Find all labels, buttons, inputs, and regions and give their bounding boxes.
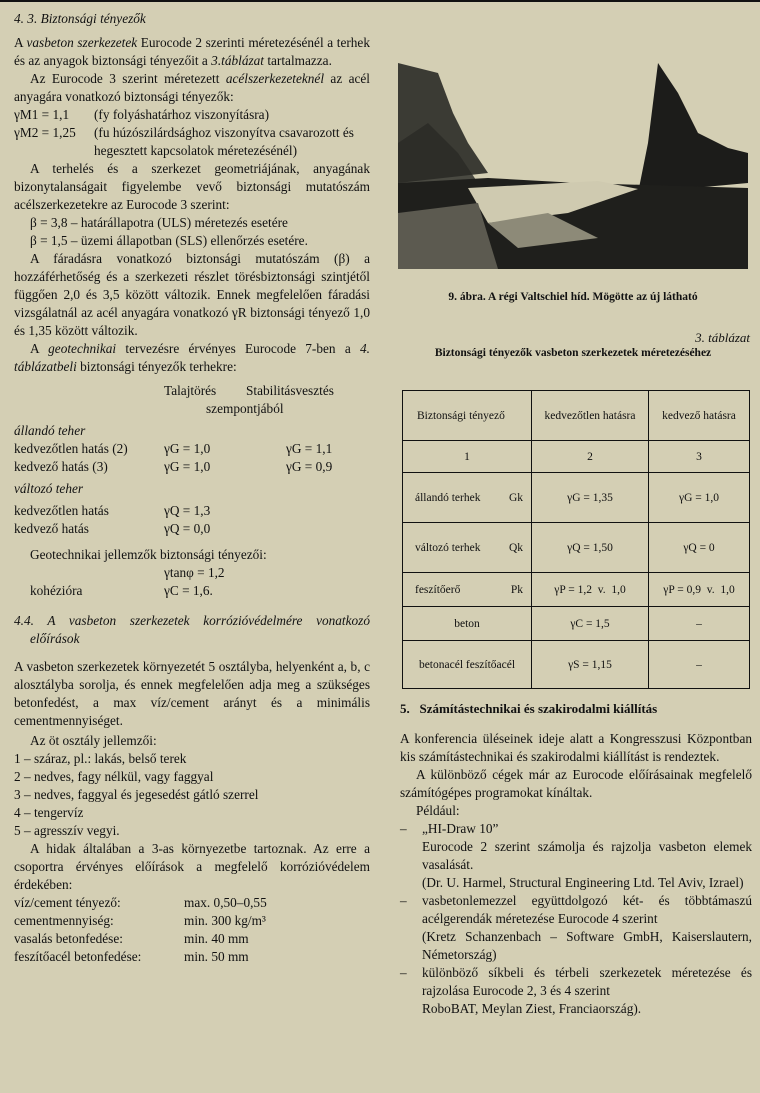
table-row [403,607,750,641]
table-cell: betonacél feszítőacél [403,641,532,689]
list-line: Eurocode 2 szerint számolja és rajzolja vasbeton elemek vasalását. [422,839,752,872]
geo-value: γQ = 1,3 [164,503,211,518]
geo-group-label: állandó teher [14,423,86,438]
text: biztonsági tényezők terhekre: [76,359,237,374]
beta-line: β = 3,8 – határállapotra (ULS) méretezés esetére [30,215,288,230]
requirement-value: min. 300 kg/m³ [184,913,266,928]
table-row [403,573,750,607]
geo-row-label: kedvezőtlen hatás [14,503,109,518]
table-title: Biztonsági tényezők vasbeton szerkezetek méretezéséhez [434,347,712,359]
gamma-symbol: γM2 = 1,25 [14,125,76,140]
geochar-label: kohézióra [30,583,83,598]
table-cell: – [649,641,750,689]
geo-row-label: kedvező hatás [14,521,89,536]
class-item: 3 – nedves, faggyal és jegesedést gátló szerrel [14,787,259,802]
table-row [403,473,750,523]
requirement-row [14,912,370,930]
beta-line: β = 1,5 – üzemi állapotban (SLS) ellenőrzés esetére. [30,233,308,248]
geo-row [14,520,370,538]
table-col-number: 3 [649,441,750,473]
requirement-label: cementmennyiség: [14,913,114,928]
dash-bullet: – [400,893,407,908]
geochar-value: γtanφ = 1,2 [164,565,225,580]
table-row [403,641,750,689]
list-line: (Kretz Schanzenbach – Software GmbH, Kaiserslautern, Németország) [422,929,752,962]
requirement-label: feszítőacél betonfedése: [14,949,142,964]
text-italic: acélszerkezeteknél [225,71,325,86]
list-item [400,820,752,892]
gamma-note: (fu húzószilárdsághoz viszonyítva csavarozott és hegesztett kapcsolatok méretezésénél) [94,125,354,158]
table-cell: γQ = 1,50 [532,523,649,573]
text: Az Eurocode 3 szerint méretezett [30,71,226,86]
paragraph-faradas: A fáradásra vonatkozó biztonsági mutatószám (β) a hozzáférhetőség és a szerkezeti részlet törésbiztonsági szintjétől függően 2,0 és 3,5 között változik. Ennek megfelelően fáradási vizsgálatnál az acél anyagára vonatkozó γR biztonsági tényező 1,0 és 1,35 között változik. [14,251,370,338]
requirement-label: vasalás betonfedése: [14,931,123,946]
table-reference: 4. táblázatbeli [14,341,370,374]
geochar-value: γC = 1,6. [164,583,213,598]
class-item: 2 – nedves, fagy nélkül, vagy faggyal [14,769,214,784]
table-cell: – [649,607,750,641]
section-5-heading: 5. Számítástechnikai és szakirodalmi kiállítás [400,701,658,716]
list-item [400,892,752,964]
text: Eurocode 2 szerinti méretezésénél a terhek és az anyagok biztonsági tényezőit a [14,35,370,68]
text: tartalmazza. [264,53,332,68]
bridge-photo [398,63,748,269]
paragraph-konferencia: A konferencia üléseinek ideje alatt a Kongresszusi Központban kis számítástechnikai és szakirodalmi kiállítást is rendeztek. [400,731,752,764]
list-line: különböző síkbeli és térbeli szerkezetek méretezése és rajzolása Eurocode 2, 3 és 4 szerint [422,965,752,998]
table-col-number: 1 [403,441,532,473]
text: A [14,35,27,50]
geo-value: γG = 1,1 [286,441,333,456]
table-cell: γP = 1,2 v. 1,0 [532,573,649,607]
table-cell [403,573,532,607]
geo-value: γG = 0,9 [286,459,333,474]
class-item: 4 – tengervíz [14,805,84,820]
list-line: RoboBAT, Meylan Ziest, Franciaország). [422,1001,642,1016]
table-header: Biztonsági tényező [403,391,532,441]
left-column [14,10,370,966]
paragraph-hidak: A hidak általában a 3-as környezetbe tartoznak. Az erre a csoportra érvényes előírások a megfelelő korrózióvédelem érdekében: [14,841,370,892]
paragraph-osztaly: Az öt osztály jellemzői: [30,733,157,748]
list-line: (Dr. U. Harmel, Structural Engineering Ltd. Tel Aviv, Izrael) [422,875,744,890]
geo-table-header [14,382,370,400]
geo-value: γQ = 0,0 [164,521,211,536]
table-cell [403,473,532,523]
table-cell: beton [403,607,532,641]
section-4-4-heading: 4.4. A vasbeton szerkezetek korrózióvédelmére vonatkozó előírások [14,613,370,646]
geo-value: γG = 1,0 [164,459,211,474]
requirement-row [14,948,370,966]
paragraph-terheles: A terhelés és a szerkezet geometriájának, anyagának bizonytalanságait figyelembe vevő biztonsági mutatószám acélszerkezetekre az Eurocode 3 szerint: [14,161,370,212]
table-cell: γP = 0,9 v. 1,0 [649,573,750,607]
row-symbol: Qk [508,541,523,554]
paragraph-vasbeton [14,34,370,70]
requirement-label: víz/cement tényező: [14,895,121,910]
geochar-row [14,564,370,582]
geo-value: γG = 1,0 [164,441,211,456]
dash-bullet: – [400,821,407,836]
text: az acél anyagára vonatkozó biztonsági tényezők: [14,71,370,104]
table-number: 3. táblázat [695,330,750,345]
row-symbol: Gk [508,491,523,504]
table-cell: γQ = 0 [649,523,750,573]
safety-factor-table [402,390,750,689]
table-header-row [403,391,750,441]
table-col-number: 2 [532,441,649,473]
row-label: változó terhek [415,541,481,554]
geo-col-header: Stabilitásvesztés [246,383,334,398]
table-cell: γG = 1,0 [649,473,750,523]
paragraph-peldaul: Például: [416,803,460,818]
requirement-value: min. 40 mm [184,931,249,946]
geo-row [14,502,370,520]
right-column [400,700,752,1018]
table-reference: 3.táblázat [211,53,264,68]
row-label: feszítőerő [415,583,461,596]
geo-row [14,458,370,476]
gamma-symbol: γM1 = 1,1 [14,107,70,122]
geochar-label [14,564,164,582]
table-cell: γS = 1,15 [532,641,649,689]
table-cell: γG = 1,35 [532,473,649,523]
table-cell [403,523,532,573]
paragraph-geotechnikai [14,340,370,376]
table-row [403,523,750,573]
requirement-row [14,894,370,912]
table-header: kedvező hatásra [649,391,750,441]
table-cell: γC = 1,5 [532,607,649,641]
requirement-value: max. 0,50–0,55 [184,895,267,910]
dash-bullet: – [400,965,407,980]
row-label: állandó terhek [415,491,481,504]
geo-subheader: szempontjából [206,401,284,416]
row-symbol: Pk [510,583,523,596]
geo-row-label: kedvező hatás (3) [14,459,108,474]
gamma-row [14,106,370,124]
bridge-photo-illustration [398,63,748,269]
section-4-3-heading: 4. 3. Biztonsági tényezők [14,11,146,26]
table-header: kedvezőtlen hatásra [532,391,649,441]
table-number-row [403,441,750,473]
requirement-row [14,930,370,948]
geo-col-header: Talajtörés [164,383,217,398]
text: A [30,341,49,356]
top-rule [0,0,760,2]
text-italic: geotechnikai [48,341,117,356]
list-line: vasbetonlemezzel együttdolgozó két- és többtámaszú acélgerendák méretezése Eurocode 4 szerint [422,893,752,926]
geo-row [14,440,370,458]
class-item: 1 – száraz, pl.: lakás, belső terek [14,751,187,766]
paragraph-kornyezet: A vasbeton szerkezetek környezetét 5 osztályba, helyenként a, b, c alosztályba sorolja, és ennek megfelelően adja meg a szükséges betonfedést, a max víz/cement arányt és a minimális cementmennyiséget. [14,659,370,728]
text-italic: vasbeton szerkezetek [26,35,138,50]
class-item: 5 – agresszív vegyi. [14,823,120,838]
gamma-note: (fy folyáshatárhoz viszonyításra) [94,107,270,122]
gamma-row [14,124,370,160]
paragraph-acel [14,70,370,106]
geo-group-label: változó teher [14,481,84,496]
geochar-title: Geotechnikai jellemzők biztonsági tényezői: [30,547,267,562]
geochar-row [14,582,370,600]
figure-caption: 9. ábra. A régi Valtschiel híd. Mögötte az új látható [448,291,698,303]
paragraph-cegek: A különböző cégek már az Eurocode előírásainak megfelelő számítógépes programokat kínáltak. [400,767,752,800]
list-line: „HI-Draw 10” [422,821,499,836]
requirement-value: min. 50 mm [184,949,249,964]
text: tervezésre érvényes Eurocode 7-ben a [116,341,361,356]
list-item [400,964,752,1018]
geo-row-label: kedvezőtlen hatás (2) [14,441,128,456]
